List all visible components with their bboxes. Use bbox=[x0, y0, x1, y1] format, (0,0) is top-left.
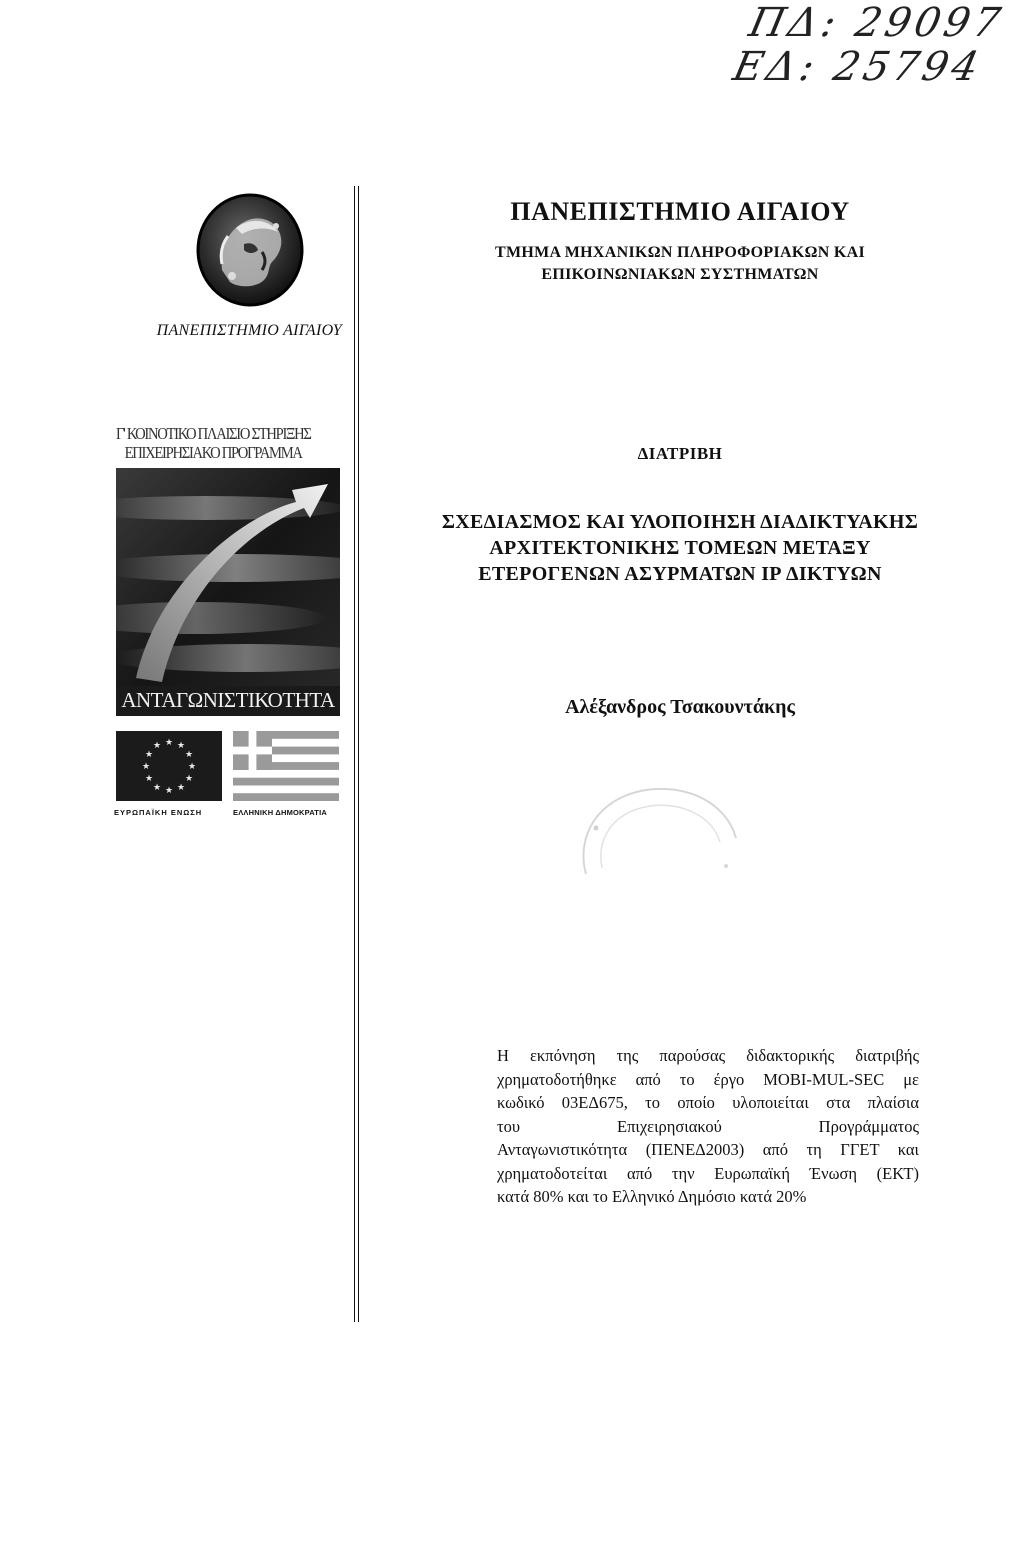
svg-text:★: ★ bbox=[152, 782, 162, 792]
thesis-title-line-3: ΕΤΕΡΟΓΕΝΩΝ ΑΣΥΡΜΑΤΩΝ IP ΔΙΚΤΥΩΝ bbox=[478, 563, 882, 585]
funding-line: κατά 80% και το Ελληνικό Δημόσιο κατά 20% bbox=[497, 1187, 807, 1206]
funding-line: χρηματοδοτείται από την Ευρωπαϊκή Ένωση (ΕΚΤ) bbox=[497, 1163, 919, 1183]
eu-caption: ΕΥΡΩΠΑΪΚΗ ΕΝΩΣΗ bbox=[114, 808, 203, 817]
program-line-2: ΕΠΙΧΕΙΡΗΣΙΑΚΟ ΠΡΟΓΡΑΜΜΑ bbox=[124, 443, 302, 462]
university-label: ΠΑΝΕΠΙΣΤΗΜΙΟ ΑΙΓΑΙΟΥ bbox=[156, 322, 342, 339]
svg-text:★: ★ bbox=[187, 761, 197, 771]
department-line-2: ΕΠΙΚΟΙΝΩΝΙΑΚΩΝ ΣΥΣΤΗΜΑΤΩΝ bbox=[541, 266, 819, 283]
vertical-divider bbox=[354, 186, 359, 1322]
svg-text:★: ★ bbox=[141, 761, 151, 771]
department-line-1: ΤΜΗΜΑ ΜΗΧΑΝΙΚΩΝ ΠΛΗΡΟΦΟΡΙΑΚΩΝ ΚΑΙ bbox=[494, 244, 866, 261]
university-title: ΠΑΝΕΠΙΣΤΗΜΙΟ ΑΙΓΑΙΟΥ bbox=[510, 197, 850, 226]
thesis-title-line-2: ΑΡΧΙΤΕΚΤΟΝΙΚΗΣ ΤΟΜΕΩΝ ΜΕΤΑΞΥ bbox=[489, 537, 871, 559]
svg-text:★: ★ bbox=[144, 749, 154, 759]
greece-caption: ΕΛΛΗΝΙΚΗ ΔΗΜΟΚΡΑΤΙΑ bbox=[233, 808, 327, 817]
author-name: Αλέξανδρος Τσακουντάκης bbox=[565, 696, 795, 718]
funding-note bbox=[497, 1044, 919, 1209]
university-seal-icon bbox=[192, 192, 308, 308]
program-line-1: Γ' ΚΟΙΝΟΤΙΚΟ ΠΛΑΙΣΙΟ ΣΤΗΡΙΞΗΣ bbox=[116, 424, 311, 443]
svg-text:★: ★ bbox=[164, 785, 174, 795]
handwritten-note-2: ΕΔ: 25794 bbox=[729, 44, 987, 90]
document-type: ΔΙΑΤΡΙΒΗ bbox=[637, 444, 723, 463]
competitiveness-poster-image bbox=[116, 468, 340, 716]
thesis-title-line-1: ΣΧΕΔΙΑΣΜΟΣ ΚΑΙ ΥΛΟΠΟΙΗΣΗ ΔΙΑΔΙΚΤΥΑΚΗΣ bbox=[441, 511, 919, 533]
handwritten-note-1: ΠΔ: 29097 bbox=[745, 0, 1009, 46]
greek-flag-icon bbox=[233, 731, 339, 801]
svg-text:★: ★ bbox=[176, 740, 186, 750]
svg-text:★: ★ bbox=[184, 749, 194, 759]
funding-line: κωδικό 03ΕΔ675, το οποίο υλοποιείται στα πλαίσια bbox=[497, 1093, 919, 1112]
eu-flag-icon bbox=[116, 731, 222, 801]
funding-line: Ανταγωνιστικότητα (ΠΕΝΕΔ2003) από τη ΓΓΕΤ και bbox=[497, 1140, 919, 1159]
funding-line: Η εκπόνηση της παρούσας διδακτορικής διατριβής bbox=[497, 1046, 919, 1065]
svg-text:★: ★ bbox=[144, 773, 154, 783]
library-stamp-icon bbox=[566, 778, 746, 898]
funding-line: του Επιχειρησιακού Προγράμματος bbox=[497, 1116, 919, 1136]
svg-text:★: ★ bbox=[184, 773, 194, 783]
svg-text:★: ★ bbox=[176, 782, 186, 792]
poster-title: ΑΝΤΑΓΩΝΙΣΤΙΚΟΤΗΤΑ bbox=[121, 688, 335, 712]
svg-text:★: ★ bbox=[164, 737, 174, 747]
funding-line: χρηματοδοτήθηκε από το έργο MOBI-MUL-SEC με bbox=[497, 1069, 919, 1089]
svg-text:★: ★ bbox=[152, 740, 162, 750]
